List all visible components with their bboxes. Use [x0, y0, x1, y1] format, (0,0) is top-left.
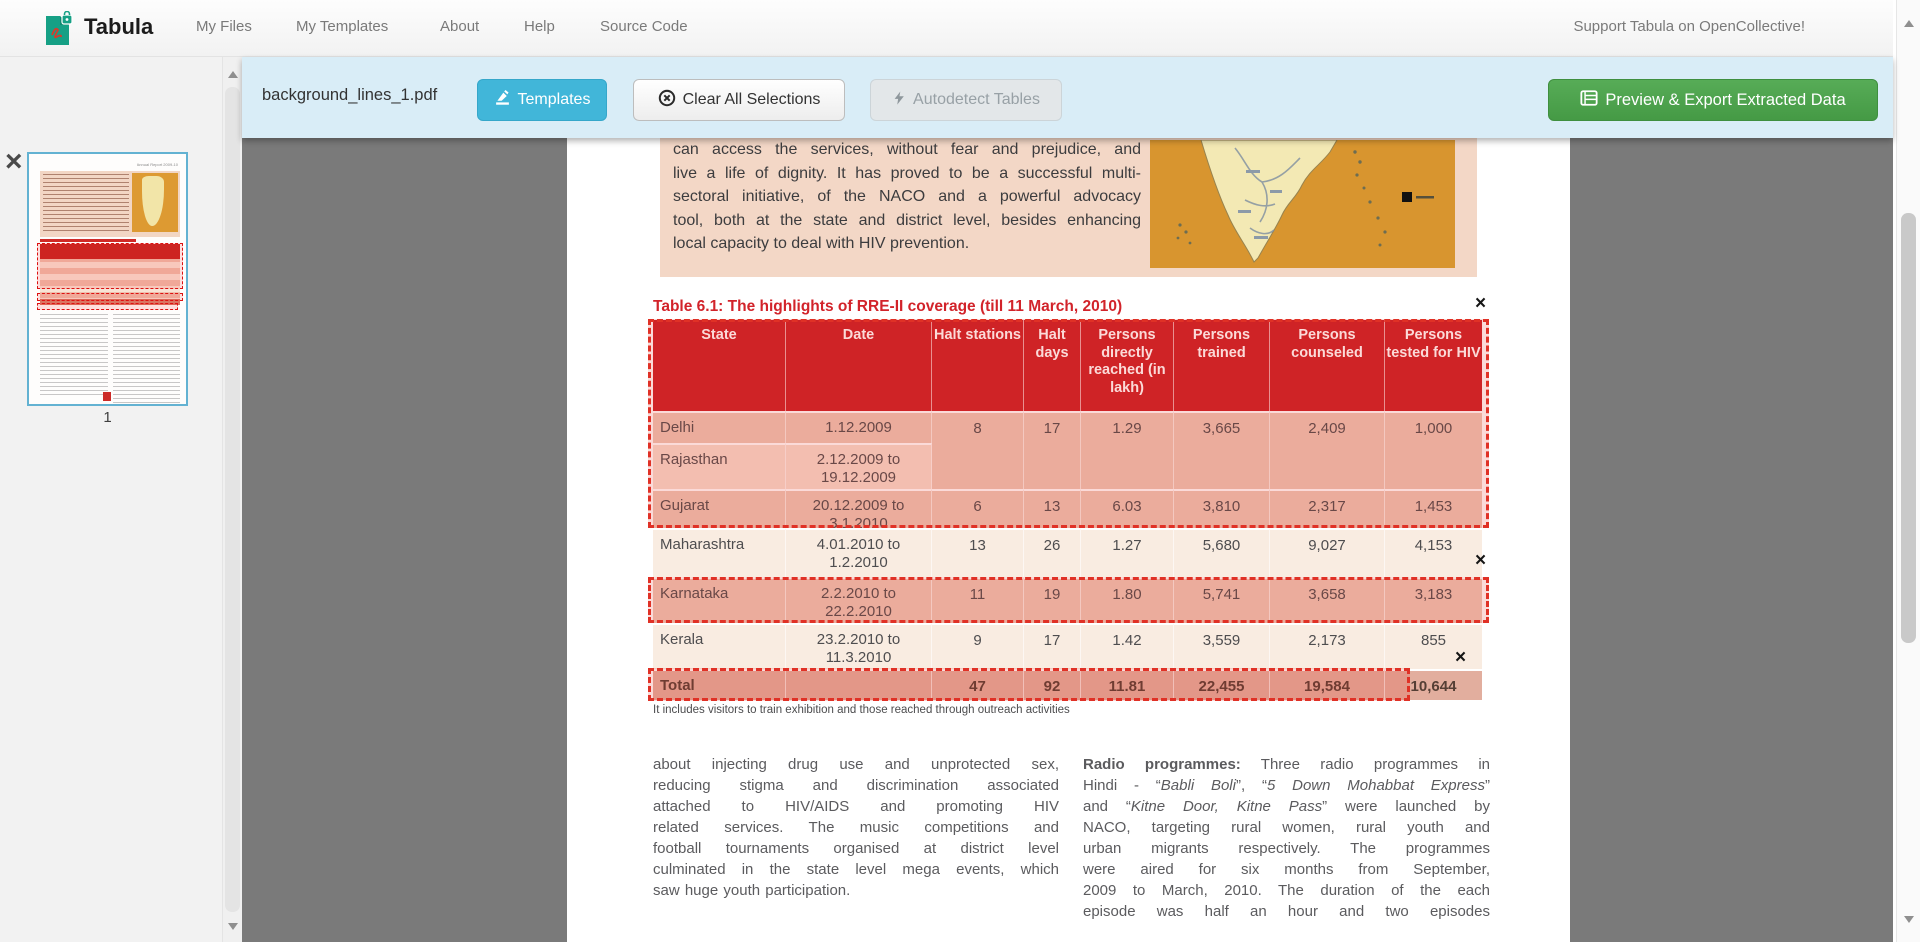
- clear-button-label: Clear All Selections: [682, 91, 821, 108]
- table-title: Table 6.1: The highlights of RRE-II coverage (till 11 March, 2010): [653, 298, 1123, 315]
- cell-value: 13: [932, 528, 1024, 577]
- scroll-down-icon[interactable]: [228, 923, 238, 930]
- cell-value: 3,559: [1174, 623, 1270, 669]
- table-selection-2[interactable]: [648, 577, 1489, 623]
- table-list-icon: [1580, 89, 1598, 112]
- cell-value: 19,584: [1270, 669, 1385, 700]
- thumb-left-column: [40, 314, 108, 398]
- cell-state: Kerala: [653, 623, 786, 669]
- cell-value: 1,000: [1385, 411, 1482, 489]
- intro-line: local capacity to deal with HIV prevention.: [673, 235, 970, 252]
- cell-value: 2,409: [1270, 411, 1385, 489]
- cell-value: 8: [932, 411, 1024, 489]
- thumb-map-land: [142, 176, 164, 226]
- thumb-selection-3: [37, 303, 178, 310]
- left-text-column: [653, 754, 1059, 901]
- scroll-up-icon[interactable]: [1904, 20, 1914, 27]
- table-selection-3[interactable]: [648, 668, 1410, 701]
- cell-value: 1.42: [1081, 623, 1174, 669]
- cell-value: 1.29: [1081, 411, 1174, 489]
- text-line: NACO, targeting rural women, rural youth and: [1083, 819, 1490, 836]
- cell-value: 47: [932, 669, 1024, 700]
- cell-date: 2.2.2010 to 22.2.2010: [786, 577, 932, 623]
- table-selection-1[interactable]: [648, 319, 1489, 528]
- remove-page-icon[interactable]: ×: [5, 145, 23, 178]
- cell-value: 855: [1385, 623, 1482, 669]
- pdf-page[interactable]: [567, 138, 1570, 942]
- sidebar-scrollbar[interactable]: [222, 57, 242, 942]
- cell-value: 5,680: [1174, 528, 1270, 577]
- col-header-persons-reached: Persons directly reached (in lakh): [1081, 320, 1174, 411]
- scroll-up-icon[interactable]: [228, 71, 238, 78]
- page-number-label: 1: [103, 409, 112, 426]
- text-line: urban migrants respectively. The programmes: [1083, 840, 1490, 857]
- navbar: [0, 0, 1893, 57]
- col-header-persons-counseled: Persons counseled: [1270, 320, 1385, 411]
- thumb-selection-2: [37, 293, 183, 301]
- text-line: Radio programmes: Three radio programmes in: [1083, 756, 1490, 773]
- cell-state: Karnataka: [653, 577, 786, 623]
- cell-state-total: Total: [653, 669, 786, 700]
- cell-value: 13: [1024, 489, 1081, 528]
- cell-value: 19: [1024, 577, 1081, 623]
- text-line: 2009 to March, 2010. The duration of the each: [1083, 882, 1490, 899]
- cell-value: 92: [1024, 669, 1081, 700]
- cell-date: 1.12.2009: [786, 411, 932, 443]
- cell-state: Rajasthan: [653, 443, 786, 489]
- cell-date: 4.01.2010 to 1.2.2010: [786, 528, 932, 577]
- intro-line: can access the services, without fear and prejudice, and: [673, 141, 1141, 158]
- cell-value: 11: [932, 577, 1024, 623]
- cell-date: 2.12.2009 to 19.12.2009: [786, 443, 932, 489]
- cell-value: 22,455: [1174, 669, 1270, 700]
- nav-item-about[interactable]: About: [440, 18, 480, 35]
- cell-value: 6.03: [1081, 489, 1174, 528]
- page-thumbnail-sidebar: [0, 57, 222, 942]
- text-line: episode was half an hour and two episodes: [1083, 903, 1490, 920]
- text-line: about injecting drug use and unprotected sex,: [653, 756, 1059, 773]
- thumb-map: [132, 173, 178, 232]
- cell-value: 3,658: [1270, 577, 1385, 623]
- nav-item-my-files[interactable]: My Files: [196, 18, 252, 35]
- text-line: culminated in the state level mega events, which: [653, 861, 1059, 878]
- cell-value: 11.81: [1081, 669, 1174, 700]
- lightning-icon: [892, 90, 906, 111]
- nav-item-help[interactable]: Help: [524, 18, 555, 35]
- window-scrollbar[interactable]: [1896, 0, 1920, 942]
- cell-value: 9,027: [1270, 528, 1385, 577]
- autodetect-tables-button-disabled[interactable]: [870, 79, 1062, 121]
- cell-state: Gujarat: [653, 489, 786, 528]
- cell-state: Maharashtra: [653, 528, 786, 577]
- document-filename: background_lines_1.pdf: [262, 86, 438, 104]
- cell-value: 3,810: [1174, 489, 1270, 528]
- scroll-down-icon[interactable]: [1904, 916, 1914, 923]
- clear-all-selections-button[interactable]: [633, 79, 845, 121]
- col-header-halt-days: Halt days: [1024, 320, 1081, 411]
- document-toolbar: [242, 57, 1893, 138]
- cell-state: Delhi: [653, 411, 786, 443]
- col-header-date: Date: [786, 320, 932, 411]
- table-footnote: It includes visitors to train exhibition and those reached through outreach activities: [653, 704, 1070, 716]
- text-line: football tournaments organised at district level: [653, 840, 1059, 857]
- col-header-halt-stations: Halt stations: [932, 320, 1024, 411]
- thumb-intro-block: [40, 171, 180, 237]
- intro-line: tool, both at the state and district level, besides enhancing: [673, 211, 1141, 229]
- text-line: reducing stigma and discrimination associated: [653, 777, 1059, 794]
- intro-line: live a life of dignity. It has proved to be a successful multi-: [673, 164, 1141, 182]
- col-header-persons-tested: Persons tested for HIV: [1385, 320, 1482, 411]
- thumb-text-lines: [43, 174, 129, 232]
- cell-value: 4,153: [1385, 528, 1482, 577]
- templates-button[interactable]: [477, 79, 607, 121]
- window-scrollbar-thumb[interactable]: [1901, 213, 1916, 643]
- cell-value: 17: [1024, 411, 1081, 489]
- thumb-selection-1: [37, 243, 183, 289]
- cell-value: 1.80: [1081, 577, 1174, 623]
- cell-value: 2,173: [1270, 623, 1385, 669]
- preview-export-button[interactable]: [1548, 79, 1878, 121]
- col-header-state: State: [653, 320, 786, 411]
- text-line: attached to HIV/AIDS and promoting HIV: [653, 798, 1059, 815]
- page-thumbnail[interactable]: [27, 152, 188, 406]
- brand-title: Tabula: [84, 14, 154, 39]
- cell-value: 1,453: [1385, 489, 1482, 528]
- thumb-header-text: Annual Report 2009-10: [136, 162, 178, 167]
- sidebar-scrollbar-thumb[interactable]: [225, 87, 240, 912]
- text-line: related services. The music competitions and: [653, 819, 1059, 836]
- cell-value: 26: [1024, 528, 1081, 577]
- support-link[interactable]: Support Tabula on OpenCollective!: [1573, 18, 1805, 35]
- thumb-table-title: [40, 239, 136, 242]
- nav-item-source-code[interactable]: Source Code: [600, 18, 688, 35]
- nav-item-my-templates[interactable]: My Templates: [296, 18, 389, 35]
- intro-line: sectoral initiative, of the NACO and a powerful advocacy: [673, 188, 1141, 205]
- template-icon: [494, 89, 511, 111]
- remove-selection-3-button[interactable]: ×: [1455, 647, 1467, 668]
- remove-selection-2-button[interactable]: ×: [1475, 550, 1487, 571]
- cell-value: 3,665: [1174, 411, 1270, 489]
- autodetect-button-label: Autodetect Tables: [913, 91, 1040, 108]
- templates-button-label: Templates: [517, 91, 591, 108]
- cell-value: 1.27: [1081, 528, 1174, 577]
- thumb-right-column: [113, 314, 180, 404]
- circle-x-icon: [658, 89, 676, 112]
- text-line: Hindi - “Babli Boli”, “5 Down Mohabbat Express”: [1083, 777, 1490, 794]
- cell-value: 17: [1024, 623, 1081, 669]
- cell-value: 9: [932, 623, 1024, 669]
- text-line: and “Kitne Door, Kitne Pass” were launched by: [1083, 798, 1490, 815]
- cell-value: 3,183: [1385, 577, 1482, 623]
- thumb-chapter-icon: [103, 392, 111, 401]
- text-line: saw huge youth participation.: [653, 882, 851, 899]
- col-header-persons-trained: Persons trained: [1174, 320, 1270, 411]
- export-button-label: Preview & Export Extracted Data: [1605, 90, 1846, 109]
- map-legend-swatch: [1402, 192, 1412, 202]
- text-line: were aired for six months from September,: [1083, 861, 1490, 878]
- cell-date: 23.2.2010 to 11.3.2010: [786, 623, 932, 669]
- cell-value: 10,644: [1385, 669, 1482, 700]
- right-text-column: [1083, 754, 1490, 922]
- intro-paragraph: [673, 138, 1141, 256]
- cell-value: 5,741: [1174, 577, 1270, 623]
- cell-date: 20.12.2009 to 3.1.2010: [786, 489, 932, 528]
- tabula-logo-icon[interactable]: [44, 11, 74, 52]
- remove-selection-1-button[interactable]: ×: [1475, 293, 1487, 314]
- cell-value: 2,317: [1270, 489, 1385, 528]
- india-map-image: [1150, 140, 1455, 268]
- cell-value: 6: [932, 489, 1024, 528]
